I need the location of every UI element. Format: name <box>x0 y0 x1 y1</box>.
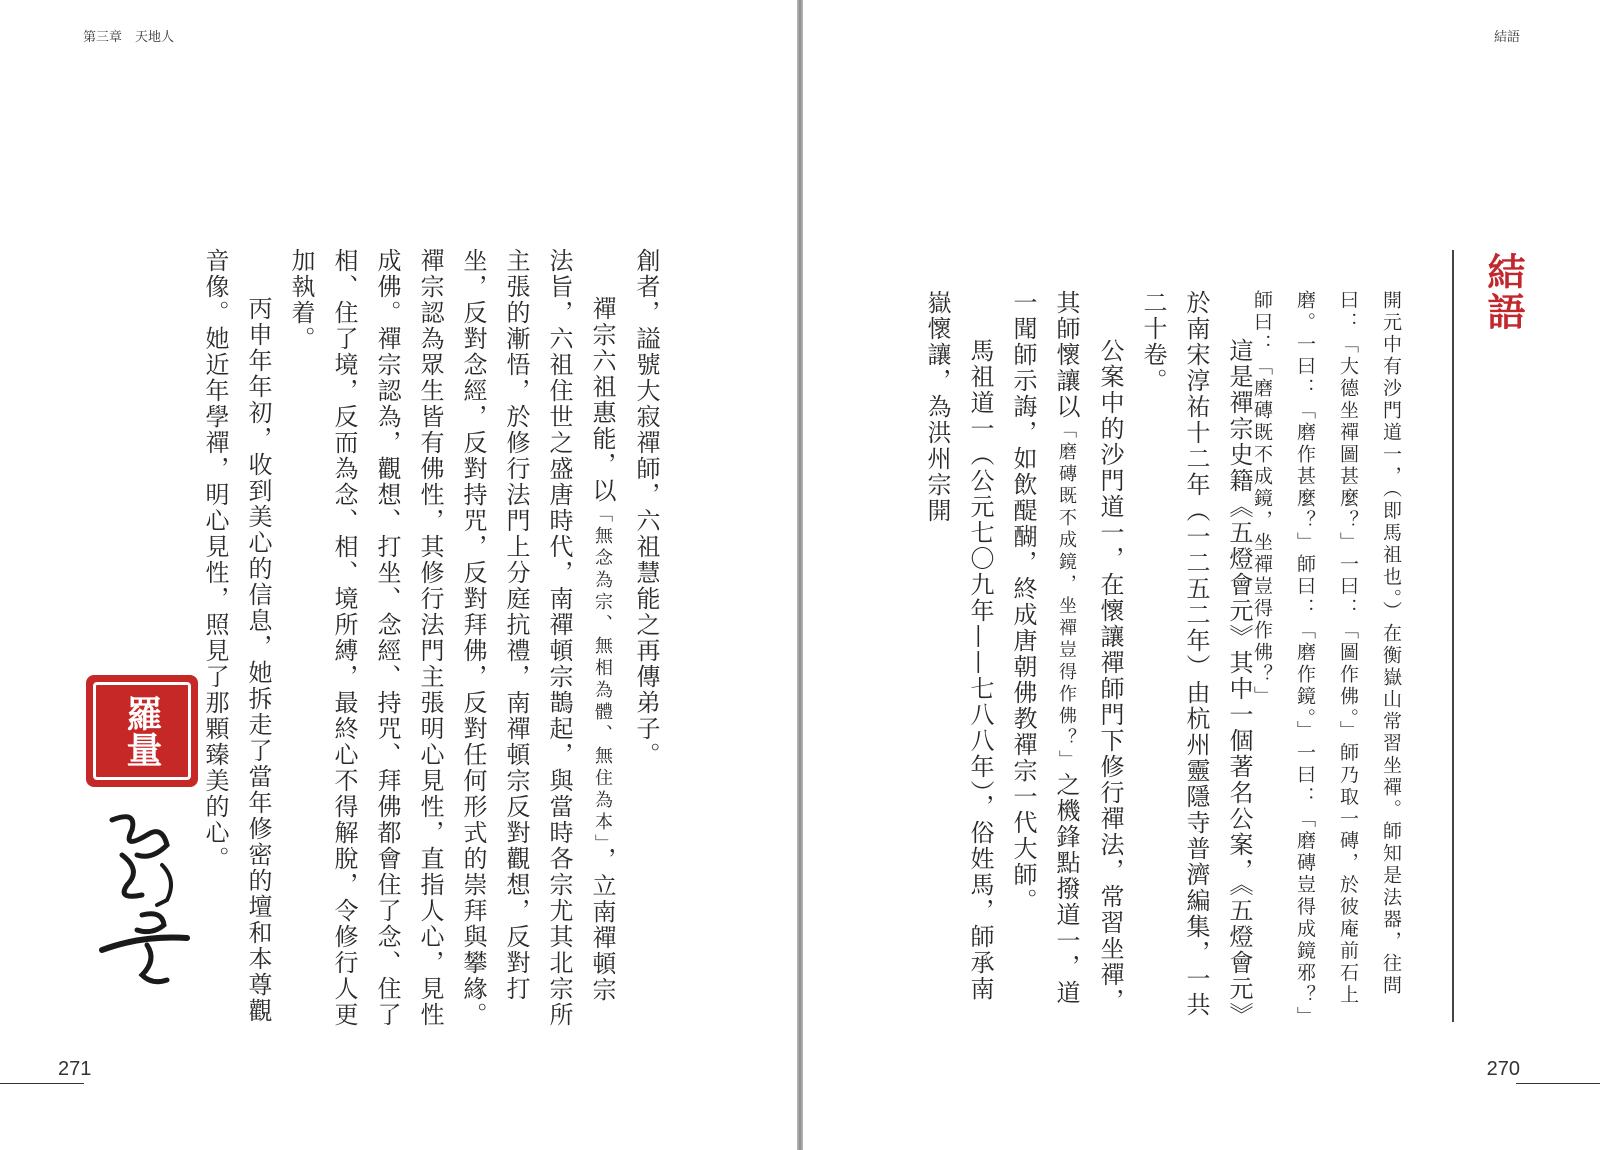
running-head-right: 結語 <box>1493 30 1520 45</box>
left-body-text <box>193 248 667 1028</box>
folio-rule-right <box>1516 1083 1600 1084</box>
paragraph-text: 公案中的沙門道一，在懷讓禪師門下修行禪法，常習坐禪，其師懷讓以 <box>1052 290 1124 1014</box>
chapter-title: 結語 <box>1481 252 1525 332</box>
paragraph-daoyi <box>1001 290 1131 1020</box>
running-head-left: 第三章 天地人 <box>83 30 175 45</box>
page-number-right: 270 <box>1486 1058 1520 1080</box>
paragraph-text: ，立南禪頓宗法旨，六祖 <box>545 248 616 1003</box>
handwritten-signature <box>92 810 202 1010</box>
left-page <box>0 0 797 1150</box>
red-seal-stamp <box>86 675 198 787</box>
paragraph-continuation: 創者，謚號大寂禪師，六祖慧能之再傳弟子。 <box>632 248 660 768</box>
koan-quote <box>1240 290 1412 1020</box>
koan-text: 開元中有沙門道一，（即馬祖也。）在衡嶽山常習坐禪。師知是法器，往問曰：「大德坐禪圖甚麼？」一曰：「圖作佛。」師乃取一磚，於彼庵前石上磨。一曰：「磨作甚麼？」師曰：「磨作鏡。」一曰：「磨磚豈得成鏡邪？」師曰：「磨磚既不成鏡，坐禪豈得作佛？」 <box>1251 290 1402 1019</box>
paragraph-text: 住世之盛唐時代，南禪頓宗鵲起，與當時各宗尤其北宗所主張的漸悟，於修行法門上分庭抗禮，南禪頓宗反對觀想，反對打坐，反對念經，反對持咒，反對拜佛，反對任何形式的崇拜與攀緣。禪宗認為眾生皆有佛性，其修行法門主張明心見性，直指人心，見性成佛。禪宗認為，觀想、打坐、念經、持咒、拜佛都會住了念、住了相、住了境，反而為念、相、境所縛，最終心不得解脫，令修行人更加執着。 <box>287 248 573 1028</box>
seal-text: 羅量 <box>93 682 191 780</box>
paragraph-wudeng: 這是禪宗史籍《五燈會元》其中一個著名公案，《五燈會元》於南宋淳祐十二年（一二五二年）由杭州靈隱寺普濟編集，一共二十卷。 <box>1139 290 1253 1018</box>
quote-small: 「無念為宗、無相為體、無住為本」 <box>592 504 613 847</box>
paragraph-text: 之機鋒點撥道一，道一聞師示誨，如飲醍醐，終成唐朝佛教禪宗一代大師。 <box>1009 290 1080 1006</box>
page-number-left: 271 <box>58 1058 92 1080</box>
folio-rule-left <box>0 1083 84 1084</box>
right-body-text <box>915 290 1260 1020</box>
paragraph-mazu: 馬祖道一（公元七〇九年——七八八年），俗姓馬，師承南嶽懷讓，為洪州宗開 <box>923 290 994 1002</box>
paragraph-sixth-patriarch <box>279 248 624 1028</box>
paragraph-meixin: 丙申年年初，收到美心的信息，她拆走了當年修密的壇和本尊觀音像。她近年學禪，明心見性，照見了那顆臻美的心。 <box>201 248 272 1024</box>
quote-small: 「磨磚既不成鏡，坐禪豈得作佛？」 <box>1056 420 1077 772</box>
title-rule <box>1452 250 1454 1022</box>
paragraph-text: 禪宗六祖惠能，以 <box>588 296 616 504</box>
